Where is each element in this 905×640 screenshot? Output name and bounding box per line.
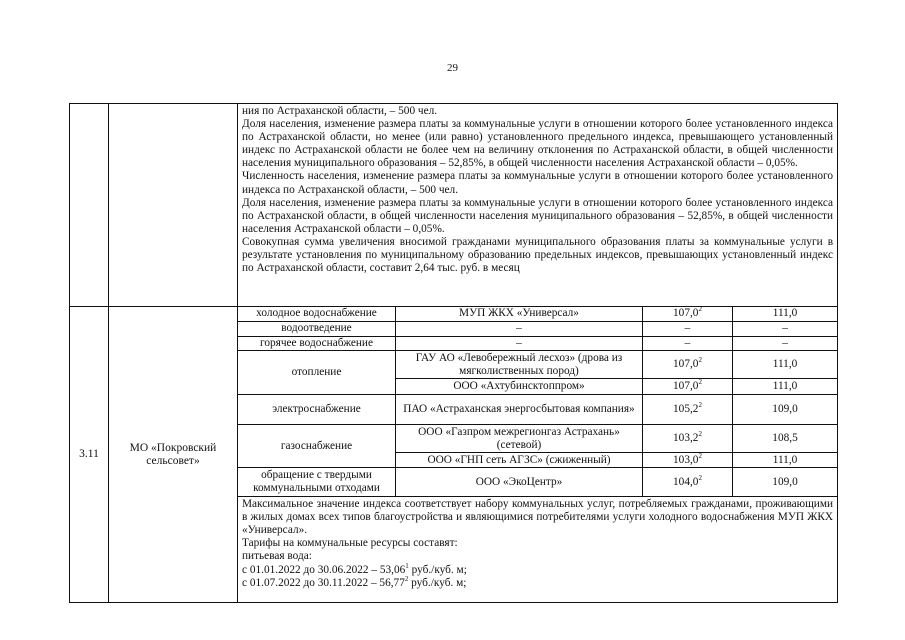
provider-cell: –: [396, 322, 643, 337]
tariff-line: с 01.01.2022 до 30.06.2022 – 53,06$^1$ руб./куб. м;: [242, 561, 467, 576]
provider-cell: ООО «Газпром межрегионгаз Астрахань» (сетевой): [396, 425, 643, 453]
service-cell: горячее водоснабжение: [238, 337, 396, 351]
tariff-line: с 01.07.2022 до 30.11.2022 – 56,77$^2$ руб./куб. м;: [242, 574, 467, 589]
limit-index-cell: 111,0: [733, 307, 838, 322]
municipality-name-line: МО «Покровский: [129, 441, 217, 454]
paragraph: Доля населения, изменение размера платы за коммунальные услуги в отношении которого более установленного индекса по Астраханской области, в общей численности населения муниципального образования – 52,85%, в общей численности населения Астраханской области – 0,05%.: [242, 196, 834, 235]
municipality-name: [109, 307, 238, 603]
paragraph: Максимальное значение индекса соответствует набору коммунальных услуг, потребляемых гражданами, проживающими в жилых домах всех типов благоустройства и являющимися потребителями услуги холодного водоснабжения МУП ЖКХ «Универсал».: [242, 498, 834, 537]
limit-index-cell: 111,0: [733, 453, 838, 468]
summary-text-block: [238, 104, 838, 307]
service-cell: холодное водоснабжение: [238, 307, 396, 322]
service-cell: водоотведение: [238, 322, 396, 337]
index-cell: 104,0$^2$: [643, 468, 733, 497]
limit-index-cell: –: [733, 322, 838, 337]
service-cell: отопление: [238, 351, 396, 395]
tariff-text-block: [238, 497, 838, 603]
provider-cell: ООО «ГНП сеть АГЗС» (сжиженный): [396, 453, 643, 468]
index-cell: 103,0$^2$: [643, 453, 733, 468]
index-cell: 107,0$^2$: [643, 351, 733, 379]
provider-cell: –: [396, 337, 643, 351]
municipality-name-line: сельсовет»: [146, 454, 200, 467]
limit-index-cell: 111,0: [733, 379, 838, 395]
paragraph: Совокупная сумма увеличения вносимой гражданами муниципального образования платы за коммунальные услуги в результате установления по муниципальному образованию предельных индексов, превышающих установленный индекс по Астраханской области, составит 2,64 тыс. руб. в месяц: [242, 235, 834, 275]
index-cell: 107,0$^2$: [643, 379, 733, 395]
limit-index-cell: 108,5: [733, 425, 838, 453]
provider-cell: ООО «Ахтубинсктоппром»: [396, 379, 643, 395]
provider-cell: ГАУ АО «Левобережный лесхоз» (дрова из мягколиственных пород): [396, 351, 643, 379]
limit-index-cell: –: [733, 337, 838, 351]
provider-cell: МУП ЖКХ «Универсал»: [396, 307, 643, 322]
empty-cell: [70, 104, 109, 307]
index-cell: 103,2$^2$: [643, 425, 733, 453]
limit-index-cell: 111,0: [733, 351, 838, 379]
paragraph: ния по Астраханской области, – 500 чел.: [242, 105, 438, 117]
provider-cell: ПАО «Астраханская энергосбытовая компания»: [396, 395, 643, 425]
table-row: [70, 307, 838, 322]
provider-cell: ООО «ЭкоЦентр»: [396, 468, 643, 497]
limit-index-cell: 109,0: [733, 468, 838, 497]
index-cell: –: [643, 337, 733, 351]
index-cell: 105,2$^2$: [643, 395, 733, 425]
service-cell: электроснабжение: [238, 395, 396, 425]
empty-cell: [109, 104, 238, 307]
limit-index-cell: 109,0: [733, 395, 838, 425]
index-cell: –: [643, 322, 733, 337]
page-number: 29: [447, 62, 458, 74]
paragraph: Доля населения, изменение размера платы за коммунальные услуги в отношении которого более установленного индекса по Астраханской области, но менее (или равно) установленного предельного индекса, превышающего установленный индекс по Астраханской области не более чем на величину отклонения по Астраханской области, в общей численности населения муниципального образования – 52,85%, в общей численности населения Астраханской области – 0,05%.: [242, 118, 834, 170]
section-number: 3.11: [70, 307, 109, 603]
paragraph: Численность населения, изменение размера платы за коммунальные услуги в отношении которого более установленного индекса по Астраханской области, – 500 чел.: [242, 170, 834, 196]
table-row: [70, 104, 838, 307]
tariff-table: [69, 103, 838, 603]
paragraph: питьевая вода:: [242, 550, 312, 563]
index-cell: 107,0$^2$: [643, 307, 733, 322]
service-cell: обращение с твердыми коммунальными отходами: [238, 468, 396, 497]
service-cell: газоснабжение: [238, 425, 396, 468]
paragraph: Тарифы на коммунальные ресурсы составят:: [242, 537, 458, 550]
